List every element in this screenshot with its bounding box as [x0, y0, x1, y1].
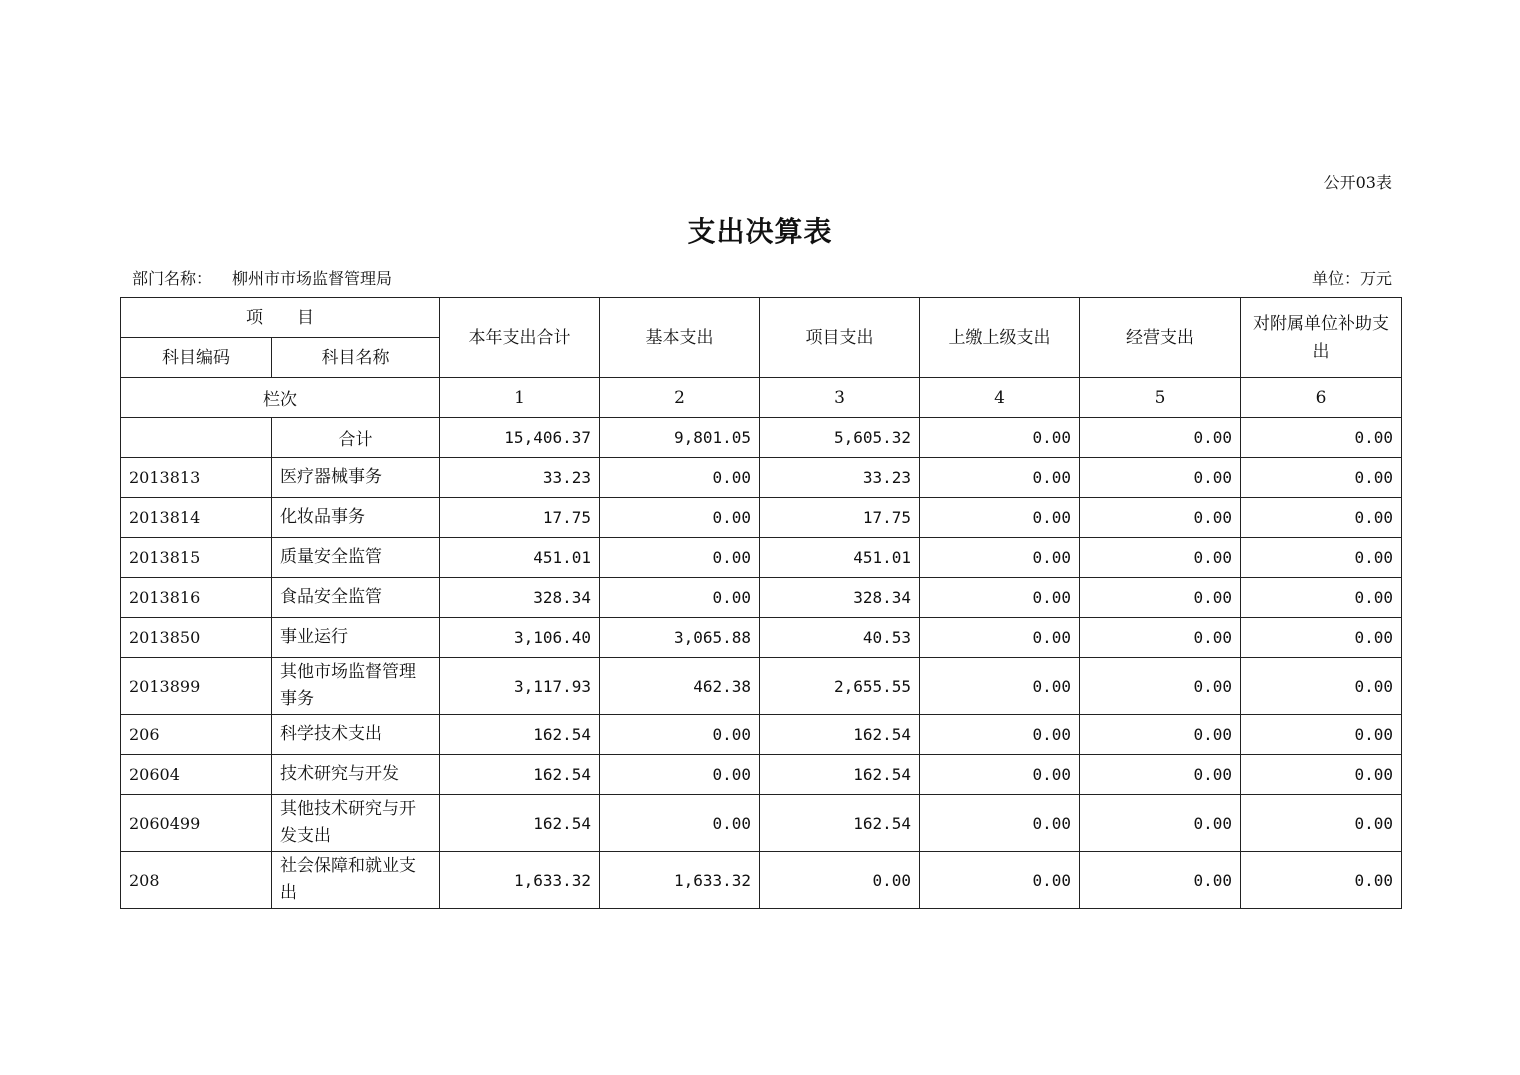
amount-cell: 0.00 [1241, 755, 1402, 795]
header-remit-expenditure: 上缴上级支出 [920, 298, 1080, 378]
amount-cell: 17.75 [760, 498, 920, 538]
amount-cell: 0.00 [920, 458, 1080, 498]
column-index-cell: 1 [440, 378, 600, 418]
amount-cell: 33.23 [760, 458, 920, 498]
subject-code: 2013813 [121, 458, 272, 498]
column-index-row [121, 378, 1402, 418]
amount-cell: 0.00 [920, 795, 1080, 852]
amount-cell: 2,655.55 [760, 658, 920, 715]
total-row [121, 418, 1402, 458]
amount-cell: 0.00 [920, 538, 1080, 578]
amount-cell: 3,065.88 [600, 618, 760, 658]
subject-name: 食品安全监管 [272, 578, 440, 618]
table-header [121, 298, 1402, 378]
subject-name: 技术研究与开发 [272, 755, 440, 795]
department-name: 柳州市市场监督管理局 [232, 269, 393, 288]
total-label: 合计 [272, 418, 440, 458]
amount-cell: 0.00 [1080, 578, 1241, 618]
table-row [121, 458, 1402, 498]
subject-name: 化妆品事务 [272, 498, 440, 538]
column-index-cell: 4 [920, 378, 1080, 418]
amount-cell: 0.00 [1080, 715, 1241, 755]
amount-cell: 0.00 [1080, 795, 1241, 852]
expenditure-table [120, 297, 1402, 909]
header-subsidy-expenditure: 对附属单位补助支出 [1241, 298, 1402, 378]
amount-cell: 162.54 [760, 755, 920, 795]
amount-cell: 162.54 [760, 715, 920, 755]
table-row [121, 795, 1402, 852]
column-index-label: 栏次 [121, 378, 440, 418]
unit-label: 单位：万元 [1311, 269, 1392, 288]
header-project-expenditure: 项目支出 [760, 298, 920, 378]
amount-cell: 162.54 [440, 795, 600, 852]
amount-cell: 0.00 [1080, 538, 1241, 578]
amount-cell: 0.00 [600, 498, 760, 538]
amount-cell: 0.00 [920, 755, 1080, 795]
column-index-cell: 6 [1241, 378, 1402, 418]
table-row [121, 852, 1402, 909]
amount-cell: 17.75 [440, 498, 600, 538]
page-title: 支出决算表 [687, 215, 833, 248]
subject-code: 206 [121, 715, 272, 755]
subject-code: 2060499 [121, 795, 272, 852]
subject-code: 208 [121, 852, 272, 909]
amount-cell: 0.00 [600, 755, 760, 795]
amount-cell: 0.00 [1241, 498, 1402, 538]
amount-cell: 0.00 [1080, 498, 1241, 538]
subject-code: 2013816 [121, 578, 272, 618]
subject-code: 2013815 [121, 538, 272, 578]
amount-cell: 1,633.32 [600, 852, 760, 909]
department-label: 部门名称： [132, 269, 213, 288]
table-row [121, 618, 1402, 658]
amount-cell: 1,633.32 [440, 852, 600, 909]
amount-cell: 0.00 [600, 538, 760, 578]
column-index-cell: 5 [1080, 378, 1241, 418]
amount-cell: 0.00 [600, 795, 760, 852]
amount-cell: 0.00 [920, 715, 1080, 755]
subject-name: 医疗器械事务 [272, 458, 440, 498]
table-row [121, 755, 1402, 795]
subject-name: 科学技术支出 [272, 715, 440, 755]
table-body [121, 378, 1402, 909]
amount-cell: 0.00 [1241, 578, 1402, 618]
amount-cell: 451.01 [440, 538, 600, 578]
amount-cell: 0.00 [1241, 795, 1402, 852]
amount-cell: 0.00 [1241, 852, 1402, 909]
header-total-expenditure: 本年支出合计 [440, 298, 600, 378]
amount-cell: 3,117.93 [440, 658, 600, 715]
amount-cell: 0.00 [1080, 618, 1241, 658]
header-basic-expenditure: 基本支出 [600, 298, 760, 378]
amount-cell: 0.00 [1080, 755, 1241, 795]
amount-cell: 162.54 [440, 715, 600, 755]
total-value: 9,801.05 [600, 418, 760, 458]
table-row [121, 578, 1402, 618]
subject-name: 质量安全监管 [272, 538, 440, 578]
amount-cell: 328.34 [760, 578, 920, 618]
amount-cell: 3,106.40 [440, 618, 600, 658]
amount-cell: 0.00 [1241, 715, 1402, 755]
total-value: 15,406.37 [440, 418, 600, 458]
subject-name: 其他技术研究与开发支出 [272, 795, 440, 852]
total-value: 0.00 [1080, 418, 1241, 458]
column-index-cell: 3 [760, 378, 920, 418]
amount-cell: 462.38 [600, 658, 760, 715]
table-row [121, 715, 1402, 755]
amount-cell: 162.54 [440, 755, 600, 795]
department [132, 266, 392, 289]
amount-cell: 0.00 [920, 498, 1080, 538]
amount-cell: 0.00 [1080, 458, 1241, 498]
subject-name: 事业运行 [272, 618, 440, 658]
amount-cell: 0.00 [600, 458, 760, 498]
amount-cell: 0.00 [920, 658, 1080, 715]
header-operating-expenditure: 经营支出 [1080, 298, 1241, 378]
total-value: 0.00 [920, 418, 1080, 458]
subject-code: 2013850 [121, 618, 272, 658]
amount-cell: 40.53 [760, 618, 920, 658]
amount-cell: 0.00 [600, 715, 760, 755]
amount-cell: 162.54 [760, 795, 920, 852]
form-code: 公开03表 [1323, 173, 1392, 192]
header-item: 项 目 [121, 298, 440, 338]
subject-code: 2013899 [121, 658, 272, 715]
table-row [121, 658, 1402, 715]
amount-cell: 0.00 [1241, 618, 1402, 658]
amount-cell: 451.01 [760, 538, 920, 578]
subject-code: 20604 [121, 755, 272, 795]
total-value: 5,605.32 [760, 418, 920, 458]
amount-cell: 0.00 [1080, 852, 1241, 909]
subject-name: 社会保障和就业支出 [272, 852, 440, 909]
total-code-cell [121, 418, 272, 458]
amount-cell: 0.00 [920, 618, 1080, 658]
table-row [121, 538, 1402, 578]
amount-cell: 0.00 [1241, 538, 1402, 578]
amount-cell: 0.00 [1080, 658, 1241, 715]
amount-cell: 0.00 [920, 578, 1080, 618]
subject-name: 其他市场监督管理事务 [272, 658, 440, 715]
amount-cell: 0.00 [600, 578, 760, 618]
amount-cell: 0.00 [760, 852, 920, 909]
amount-cell: 0.00 [1241, 658, 1402, 715]
amount-cell: 328.34 [440, 578, 600, 618]
subject-code: 2013814 [121, 498, 272, 538]
amount-cell: 0.00 [1241, 458, 1402, 498]
amount-cell: 0.00 [920, 852, 1080, 909]
header-code: 科目编码 [121, 338, 272, 378]
table-row [121, 498, 1402, 538]
column-index-cell: 2 [600, 378, 760, 418]
header-name: 科目名称 [272, 338, 440, 378]
total-value: 0.00 [1241, 418, 1402, 458]
amount-cell: 33.23 [440, 458, 600, 498]
